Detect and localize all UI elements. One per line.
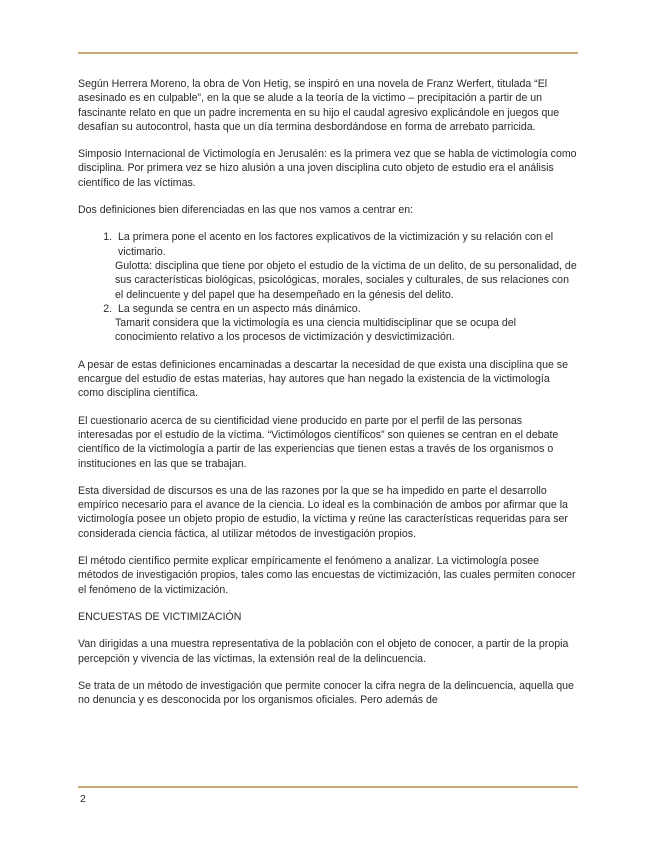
footer-rule [78, 786, 578, 788]
paragraph-muestra: Van dirigidas a una muestra representativa de la población con el objeto de conocer, a partir de la propia percepción y vivencia de las víctimas, la extensión real de la delincuencia. [78, 638, 569, 665]
list-item-lead: 1. La primera pone el acento en los factores explicativos de la victimización y su relación con el victimario. [118, 231, 554, 258]
document-body [78, 77, 578, 720]
paragraph-herrera: Según Herrera Moreno, la obra de Von Hetig, se inspiró en una novela de Franz Werfert, titulada “El asesinado es en culpable”, en la que se alude a la teoría de la victimo – precipitación a partir de un fascinante relato en que un padre incrementa en su hijo el caudal agresivo explicándole en juegos que desafían su autocontrol, hasta que un día termina desbordándose en forma de arrebato parricida. [78, 78, 560, 133]
paragraph-metodo: El método científico permite explicar empíricamente el fenómeno a analizar. La victimología posee métodos de investigación propios, tales como las encuestas de victimización, las cuales permiten conocer el fenómeno de la victimización. [78, 555, 576, 596]
paragraph-cuestionario: El cuestionario acerca de su cientificidad viene producido en parte por el perfil de las personas interesadas por el estudio de la víctima. “Victimólogos científicos” son quienes se centran en el debate científico de la victimología a partir de las experiencias que tienen estas a través de los organismos o instituciones en las que se trabajan. [78, 414, 559, 470]
list-item-detail: Tamarit considera que la victimología es una ciencia multidisciplinar que se ocupa del conocimiento relativo a los procesos de victimización y desvictimización. [115, 317, 517, 344]
paragraph-definiciones-intro: Dos definiciones bien diferenciadas en las que nos vamos a centrar en: [78, 204, 414, 217]
paragraph-diversidad: Esta diversidad de discursos es una de las razones por la que se ha impedido en parte el desarrollo empírico necesario para el avance de la ciencia. Lo ideal es la combinación de ambos por afirmar que la victimología posee un objeto propio de estudio, la víctima y reúne las características requeridas para ser considerada ciencia fáctica, al utilizar métodos de investigación propios. [78, 484, 568, 540]
list-item [115, 302, 578, 345]
list-item-detail: Gulotta: disciplina que tiene por objeto el estudio de la víctima de un delito, de su personalidad, de sus características biológicas, psicológicas, morales, sociales y culturales, de sus relaciones con el delincuente y del papel que ha desempeñado en la génesis del delito. [115, 259, 577, 301]
page-number: 2 [80, 793, 86, 805]
paragraph-simposio: Simposio Internacional de Victimología en Jerusalén: es la primera vez que se habla de victimología como disciplina. Por primera vez se hizo alusión a una joven disciplina cuto objeto de estudio era el análisis científico de las víctimas. [78, 148, 577, 189]
header-rule [78, 52, 578, 54]
section-heading: ENCUESTAS DE VICTIMIZACIÓN [78, 610, 242, 623]
list-item [115, 230, 578, 301]
paragraph-cifra-negra: Se trata de un método de investigación que permite conocer la cifra negra de la delincuencia, aquella que no denuncia y es desconocida por los organismos oficiales. Pero además de [78, 679, 574, 707]
list-item-lead: 2. La segunda se centra en un aspecto más dinámico. [118, 302, 361, 315]
definitions-list [78, 230, 578, 344]
paragraph-pesar: A pesar de estas definiciones encaminadas a descartar la necesidad de que exista una disciplina que se encargue del estudio de estas materias, hay autores que han negado la existencia de la victimología como disciplina científica. [78, 358, 568, 400]
